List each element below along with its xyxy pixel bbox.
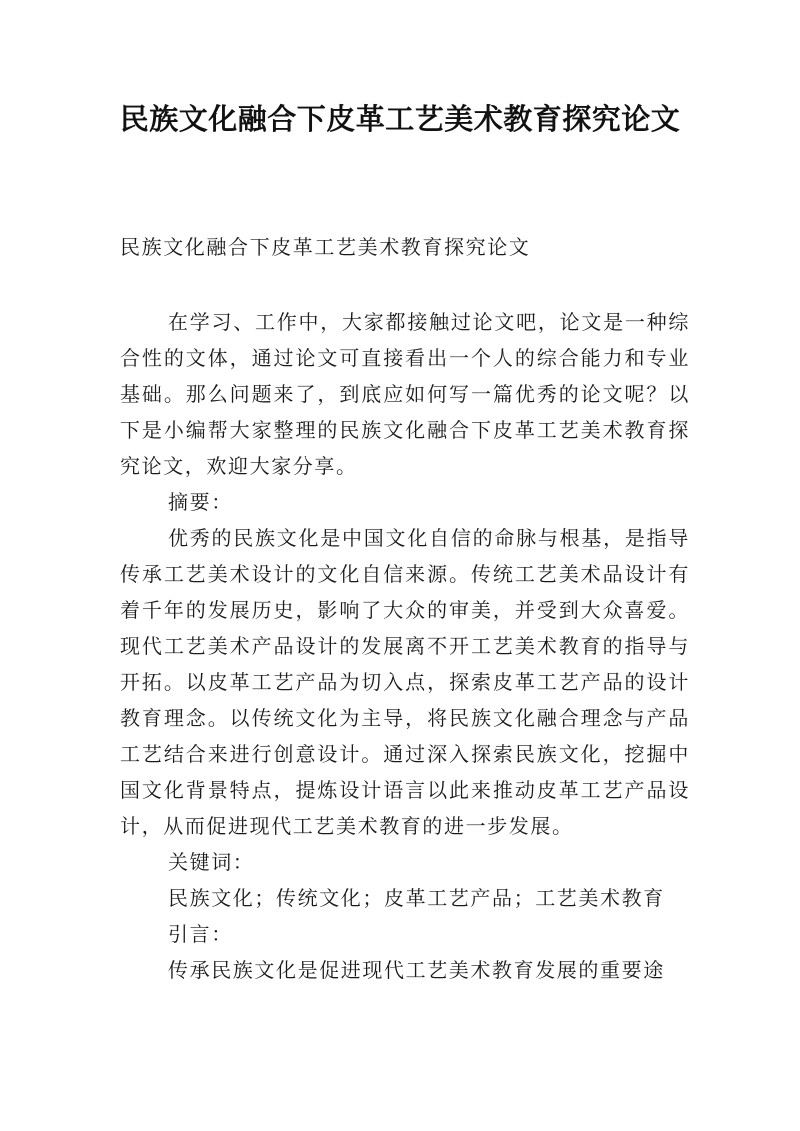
preface-label: 引言： [168,922,233,946]
intro-paragraph: 在学习、工作中，大家都接触过论文吧，论文是一种综合性的文体，通过论文可直接看出一个人的综合能力和专业基础。那么问题来了，到底应如何写一篇优秀的论文呢？以下是小编帮大家整理的民族文化融合下皮革工艺美术教育探究论文，欢迎大家分享。 [120,310,690,478]
abstract-label: 摘要： [168,490,233,514]
preface-paragraph: 传承民族文化是促进现代工艺美术教育发展的重要途 [168,958,665,982]
keywords-label: 关键词： [168,850,255,874]
document-title: 民族文化融合下皮革工艺美术教育探究论文 [119,102,681,136]
abstract-paragraph: 优秀的民族文化是中国文化自信的命脉与根基，是指导传承工艺美术设计的文化自信来源。传统工艺美术品设计有着千年的发展历史，影响了大众的审美，并受到大众喜爱。现代工艺美术产品设计的发展离不开工艺美术教育的指导与开拓。以皮革工艺产品为切入点，探索皮革工艺产品的设计教育理念。以传统文化为主导，将民族文化融合理念与产品工艺结合来进行创意设计。通过深入探索民族文化，挖掘中国文化背景特点，提炼设计语言以此来推动皮革工艺产品设计，从而促进现代工艺美术教育的进一步发展。 [120,526,690,838]
document-body [120,304,690,988]
keywords-text: 民族文化；传统文化；皮革工艺产品；工艺美术教育 [168,886,665,910]
document-subtitle: 民族文化融合下皮革工艺美术教育探究论文 [120,235,531,259]
